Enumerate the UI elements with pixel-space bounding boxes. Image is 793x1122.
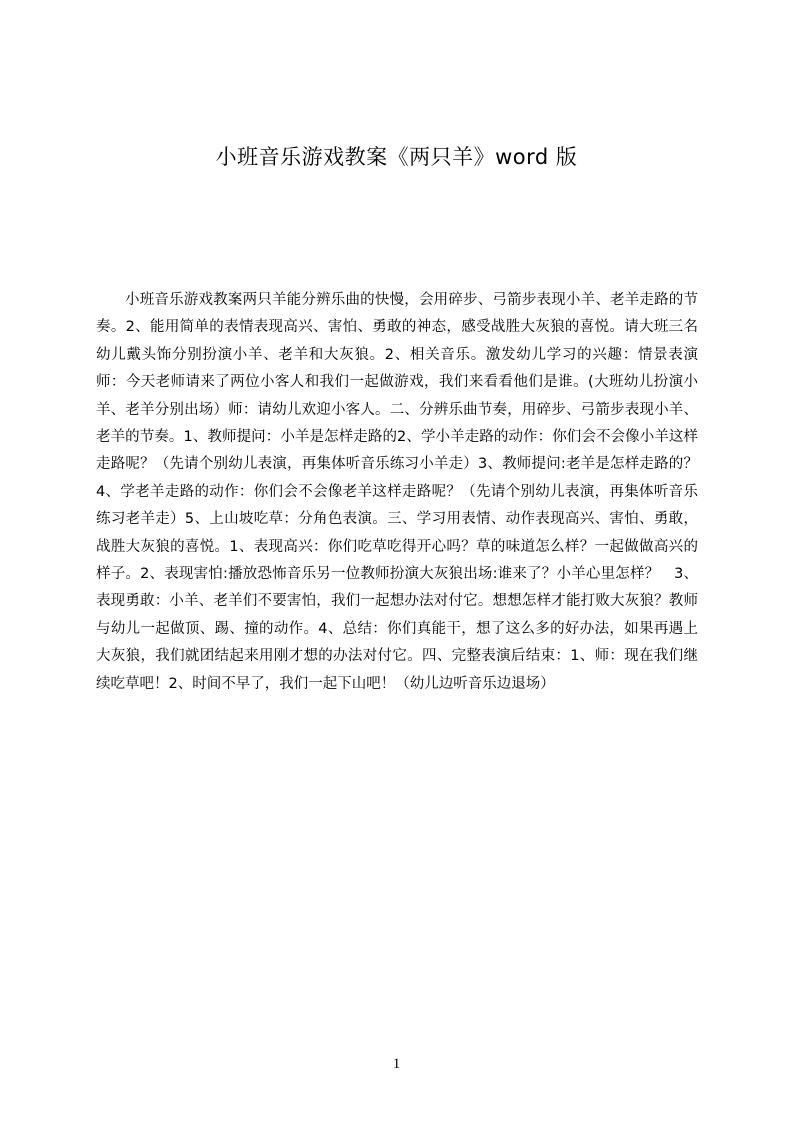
document-body-paragraph: 小班音乐游戏教案两只羊能分辨乐曲的快慢，会用碎步、弓箭步表现小羊、老羊走路的节奏。2、能用简单的表情表现高兴、害怕、勇敢的神态，感受战胜大灰狼的喜悦。请大班三名幼儿戴头饰分别扮演小羊、老羊和大灰狼。2、相关音乐。激发幼儿学习的兴趣：情景表演师：今天老师请来了两位小客人和我们一起做游戏，我们来看看他们是谁。(大班幼儿扮演小羊、老羊分别出场）师：请幼儿欢迎小客人。二、分辨乐曲节奏，用碎步、弓箭步表现小羊、老羊的节奏。1、教师提问：小羊是怎样走路的2、学小羊走路的动作：你们会不会像小羊这样走路呢？（先请个别幼儿表演，再集体听音乐练习小羊走）3、教师提问:老羊是怎样走路的？ 4、学老羊走路的动作：你们会不会像老羊这样走路呢？（先请个别幼儿表演，再集体听音乐练习老羊走）5、上山坡吃草：分角色表演。三、学习用表情、动作表现高兴、害怕、勇敢，战胜大灰狼的喜悦。1、表现高兴：你们吃草吃得开心吗？草的味道怎么样？一起做做高兴的样子。2、表现害怕:播放恐怖音乐另一位教师扮演大灰狼出场:谁来了？小羊心里怎样？ 3、表现勇敢：小羊、老羊们不要害怕，我们一起想办法对付它。想想怎样才能打败大灰狼？教师与幼儿一起做顶、踢、撞的动作。4、总结：你们真能干，想了这么多的好办法，如果再遇上大灰狼，我们就团结起来用刚才想的办法对付它。四、完整表演后结束：1、师：现在我们继续吃草吧！2、时间不早了，我们一起下山吧！（幼儿边听音乐边退场） [96, 292, 713, 692]
document-title: 小班音乐游戏教案《两只羊》word 版 [215, 145, 578, 169]
page-number: 1 [392, 1056, 401, 1072]
